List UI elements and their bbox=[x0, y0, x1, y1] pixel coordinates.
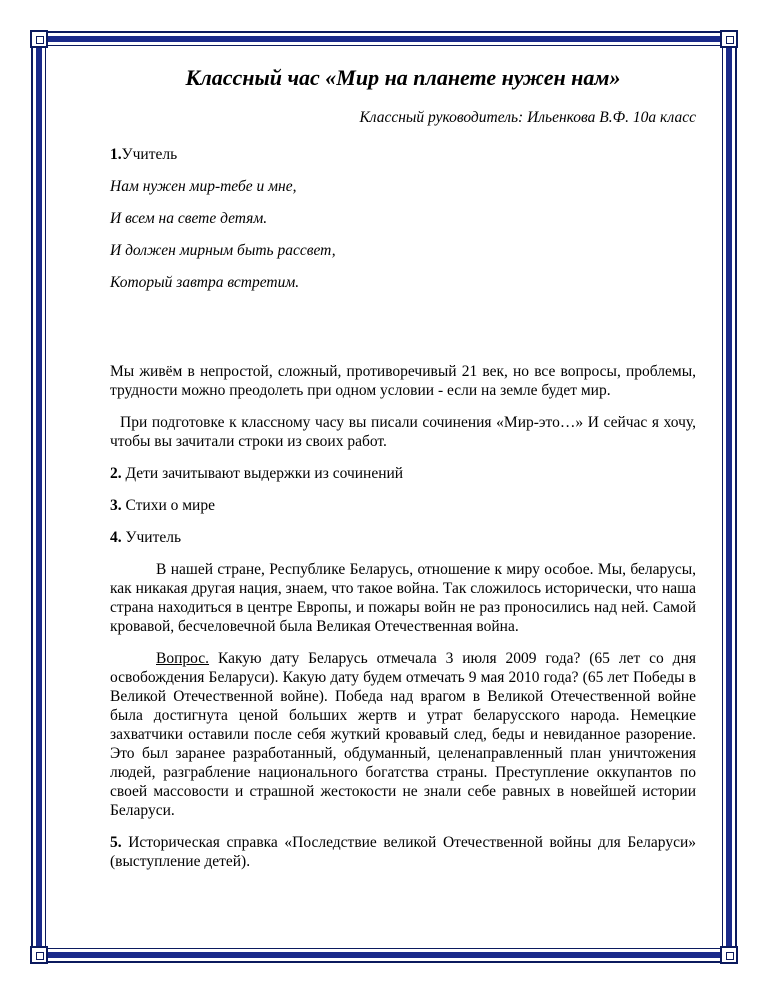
corner-ornament-bottom-left bbox=[30, 946, 48, 964]
document-subtitle: Классный руководитель: Ильенкова В.Ф. 10а класс bbox=[359, 109, 696, 126]
section-3-number: 3. bbox=[110, 497, 122, 514]
section-2-number: 2. bbox=[110, 465, 122, 482]
section-5-number: 5. bbox=[110, 834, 122, 851]
poem-line-4: Который завтра встретим. bbox=[110, 274, 300, 291]
section-2-heading bbox=[110, 464, 696, 483]
section-4-number: 4. bbox=[110, 529, 122, 546]
corner-ornament-bottom-right bbox=[720, 946, 738, 964]
corner-ornament-top-left bbox=[30, 30, 48, 48]
blank-space bbox=[110, 305, 696, 362]
question-label: Вопрос. bbox=[156, 650, 210, 667]
question-text: Какую дату Беларусь отмечала 3 июля 2009 года? (65 лет со дня освобождения Беларуси). Какую дату будем отмечать 9 мая 2010 года? (65 лет Победы в Великой Отечественной войне). Победа над врагом в Великой Отечественной войне была достигнута ценой больших жертв и утрат беларусского народа. Немецкие захватчики оставили после себя жуткий кровавый след, беды и невиданное разорение. Это был заранее разработанный, обдуманный, целенаправленный план уничтожения людей, разграбление национального богатства страны. Преступление оккупантов по своей массовости и страшной жестокости не знали себе равных в новейшей истории Беларуси. bbox=[110, 650, 696, 819]
section-5-text: Историческая справка «Последствие великой Отечественной войны для Беларуси» (выступление детей). bbox=[110, 834, 696, 870]
section-4-text: Учитель bbox=[125, 529, 182, 546]
section-4-heading bbox=[110, 528, 696, 547]
section-1-label: Учитель bbox=[121, 146, 178, 163]
document-title: Классный час «Мир на планете нужен нам» bbox=[185, 65, 621, 90]
poem-line-2: И всем на свете детям. bbox=[110, 210, 268, 227]
section-1-number: 1. bbox=[110, 146, 122, 163]
intro-paragraph: Мы живём в непростой, сложный, противоречивый 21 век, но все вопросы, проблемы, трудности можно преодолеть при одном условии - если на земле будет мир. bbox=[110, 363, 696, 399]
poem-line-1: Нам нужен мир-тебе и мне, bbox=[110, 178, 297, 195]
document-body bbox=[110, 64, 696, 884]
corner-ornament-top-right bbox=[720, 30, 738, 48]
section-3-text: Стихи о мире bbox=[125, 497, 215, 514]
question-paragraph bbox=[110, 649, 696, 820]
section-1-heading bbox=[110, 145, 696, 164]
section-5-heading bbox=[110, 833, 696, 871]
poem-line-3: И должен мирным быть рассвет, bbox=[110, 242, 336, 259]
belarus-paragraph: В нашей стране, Республике Беларусь, отношение к миру особое. Мы, беларусы, как никакая другая нация, знаем, что такое война. Так сложилось исторически, что наша страна находиться в центре Европы, и пожары войн не раз проносились над ней. Самой кровавой, бесчеловечной была Великая Отечественная война. bbox=[110, 561, 696, 635]
essays-paragraph: При подготовке к классному часу вы писали сочинения «Мир-это…» И сейчас я хочу, чтобы вы зачитали строки из своих работ. bbox=[110, 414, 696, 450]
section-3-heading bbox=[110, 496, 696, 515]
section-2-text: Дети зачитывают выдержки из сочинений bbox=[125, 465, 404, 482]
